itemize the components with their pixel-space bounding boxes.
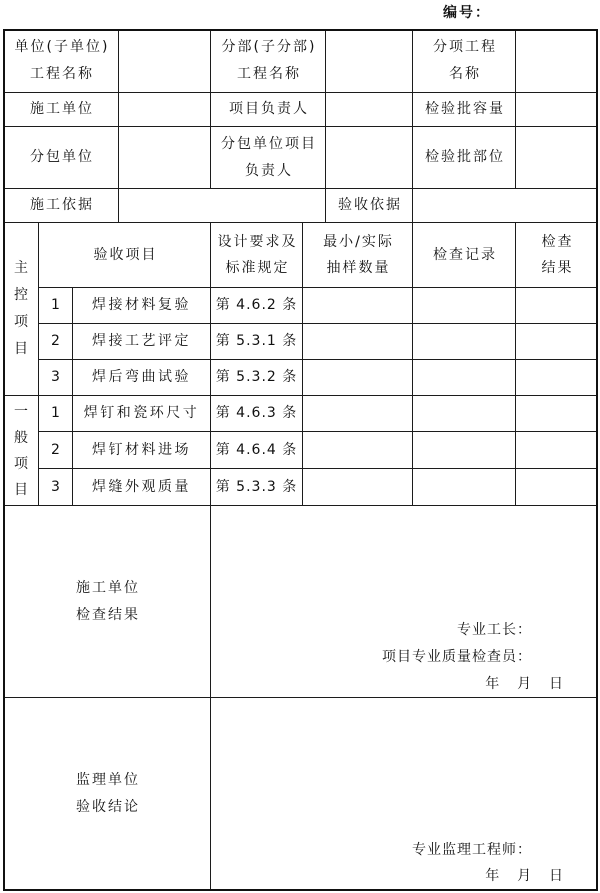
sample-quantity-cell [302,431,413,469]
label-line: 最小/实际 [323,234,394,250]
inspection-result-cell [515,395,598,432]
inspection-record-form [3,29,598,891]
label-line: 分包单位 [30,149,94,165]
label-line: 检验批容量 [425,101,505,117]
construction-check-area [210,505,598,698]
batch-capacity-value [515,92,598,127]
unit-project-name-label [3,29,119,93]
label-line: 单位(子单位) [14,39,110,55]
item-clause: 第 5.3.2 条 [210,359,303,396]
label-line: 检验批部位 [425,149,505,165]
construction-unit-value [118,92,211,127]
label-line: 标准规定 [225,260,290,276]
sample-quantity-cell [302,359,413,396]
item-name: 焊后弯曲试验 [72,359,211,396]
sample-quantity-cell [302,395,413,432]
inspection-result-header [515,222,598,288]
item-clause: 第 5.3.3 条 [210,468,303,506]
sample-quantity-cell [302,468,413,506]
supervisor-signature-label: 专业监理工程师： [412,842,532,858]
label-line: 验收结论 [76,799,140,815]
unit-project-name-value [118,29,211,93]
batch-capacity-label [412,92,516,127]
inspection-record-header [412,222,516,288]
label-line: 检查结果 [76,606,140,623]
label-line: 施工单位 [30,101,94,117]
supervision-check-area [210,697,598,891]
inspection-record-cell [412,468,516,506]
label-line: 名称 [449,66,481,82]
item-clause: 第 4.6.2 条 [210,287,303,324]
inspection-record-cell [412,323,516,360]
label-line: 工程名称 [30,66,94,82]
construction-unit-label [3,92,119,127]
main-control-items-label [3,222,39,396]
label-line: 工程名称 [237,66,301,82]
inspection-result-cell [515,468,598,506]
label-line: 检查 [541,234,574,250]
item-number: 3 [38,359,73,396]
item-number: 2 [38,323,73,360]
subcontractor-manager-label [210,126,326,189]
inspection-record-cell [412,287,516,324]
label-line: 结果 [541,260,574,276]
label-line: 分项工程 [433,39,497,55]
item-clause: 第 5.3.1 条 [210,323,303,360]
item-number: 2 [38,431,73,469]
label-line: 施工单位 [76,579,140,596]
label-line: 监理单位 [76,772,140,788]
quality-inspector-signature-label: 项目专业质量检查员： [382,649,532,665]
inspection-record-cell [412,431,516,469]
item-number: 3 [38,468,73,506]
document-number-label: 编号： [443,5,491,21]
sample-quantity-header [302,222,413,288]
foreman-signature-label: 专业工长： [457,622,532,638]
inspection-result-cell [515,287,598,324]
batch-location-label [412,126,516,189]
design-requirement-header [210,222,303,288]
division-project-name-value [325,29,413,93]
batch-location-value [515,126,598,189]
label-line: 验收依据 [338,197,402,213]
acceptance-basis-value [412,188,598,223]
item-name: 焊接材料复验 [72,287,211,324]
inspection-record-cell [412,395,516,432]
inspection-result-cell [515,431,598,469]
item-name: 焊缝外观质量 [72,468,211,506]
label-line: 分部(子分部) [221,39,317,55]
item-clause: 第 4.6.4 条 [210,431,303,469]
item-number: 1 [38,287,73,324]
construction-basis-label [3,188,119,223]
inspection-result-cell [515,359,598,396]
supervision-check-date: 年 月 日 [485,868,566,884]
supervision-check-label [3,697,211,891]
acceptance-basis-label [325,188,413,223]
item-clause: 第 4.6.3 条 [210,395,303,432]
construction-basis-value [118,188,326,223]
item-name: 焊钉和瓷环尺寸 [72,395,211,432]
general-items-label [3,395,39,506]
sample-quantity-cell [302,287,413,324]
main-control-items-text: 主控项目 [14,260,28,357]
subcontractor-value [118,126,211,189]
subitem-project-name-label [412,29,516,93]
project-manager-value [325,92,413,127]
subcontractor-manager-value [325,126,413,189]
label-line: 设计要求及 [217,234,298,250]
inspection-result-cell [515,323,598,360]
sample-quantity-cell [302,323,413,360]
label-line: 分包单位项目 [221,135,317,152]
label-line: 验收项目 [93,246,158,263]
construction-check-label [3,505,211,698]
project-manager-label [210,92,326,127]
subcontractor-label [3,126,119,189]
item-name: 焊接工艺评定 [72,323,211,360]
general-items-text: 一般项目 [14,403,28,498]
construction-check-date: 年 月 日 [485,676,566,692]
inspection-record-cell [412,359,516,396]
label-line: 抽样数量 [326,260,391,276]
division-project-name-label [210,29,326,93]
subitem-project-name-value [515,29,598,93]
label-line: 检查记录 [433,246,497,263]
item-name: 焊钉材料进场 [72,431,211,469]
label-line: 负责人 [245,162,293,179]
label-line: 施工依据 [30,197,94,213]
item-number: 1 [38,395,73,432]
label-line: 项目负责人 [229,101,309,117]
acceptance-item-header [38,222,211,288]
